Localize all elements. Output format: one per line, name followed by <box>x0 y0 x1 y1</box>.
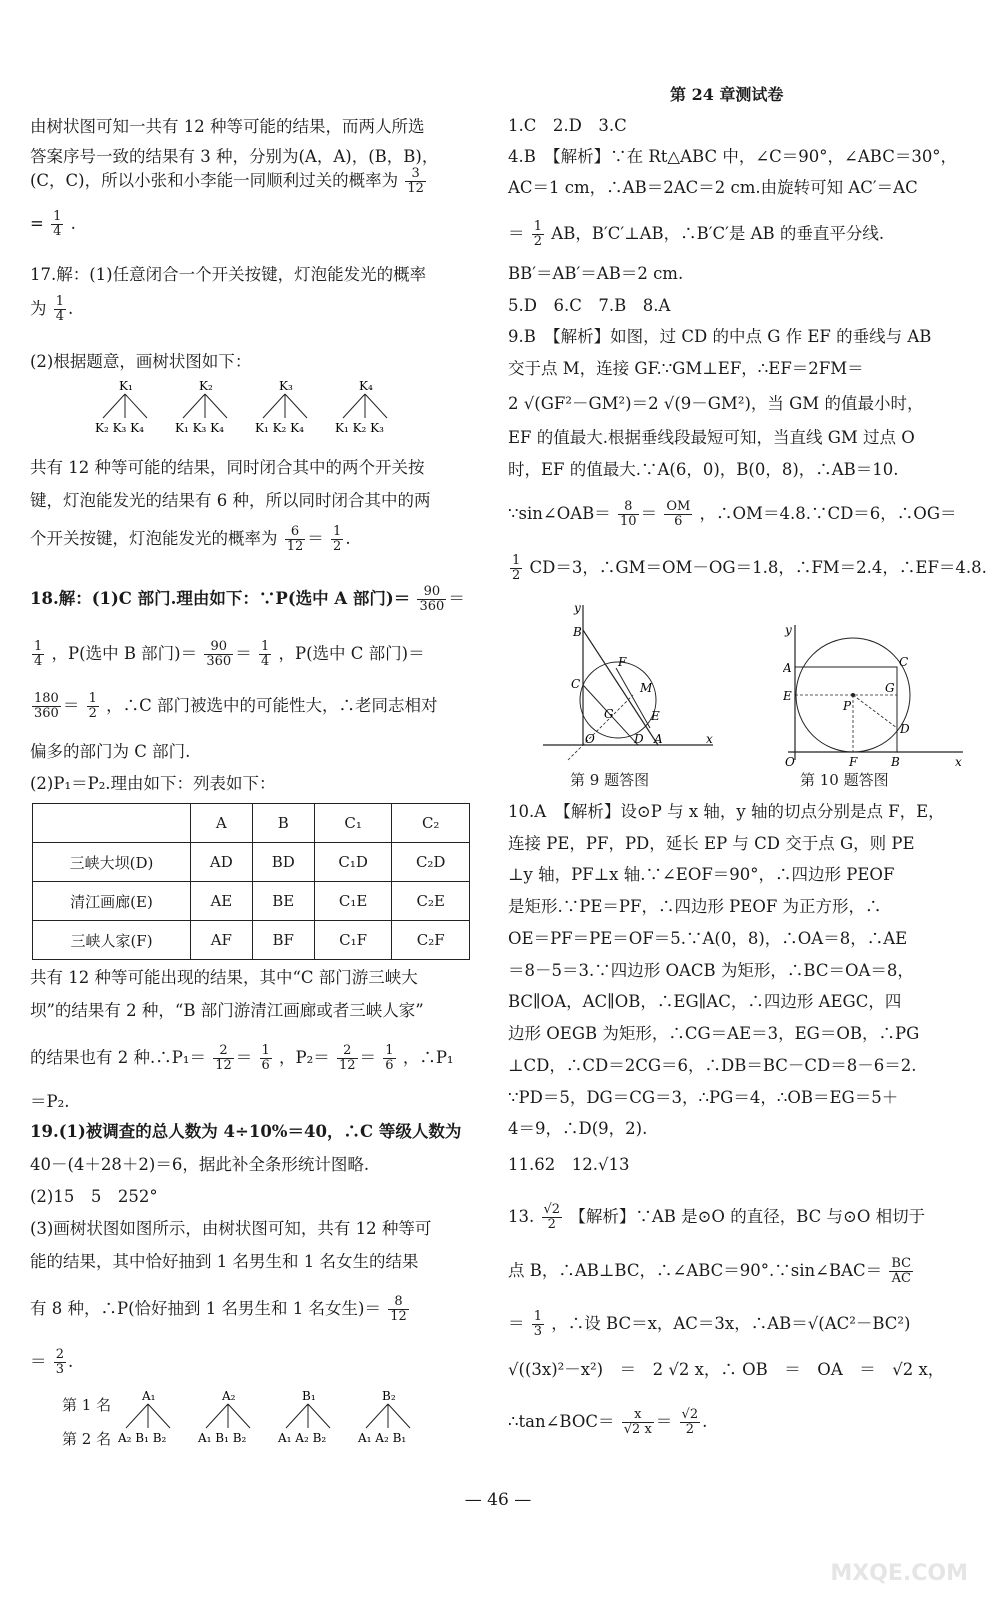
label: B <box>573 625 582 639</box>
figure-9 <box>538 600 718 770</box>
fig9-caption: 第 9 题答图 <box>570 771 650 789</box>
tree-root: A₂ <box>222 1389 236 1403</box>
q9-line7-text: CD＝3，∴GM＝OM－OG＝1.8，∴FM＝2.4，∴EF＝4.8. <box>529 558 987 577</box>
tree-root: A₁ <box>142 1389 156 1403</box>
q9-line1: 9.B 【解析】如图，过 CD 的中点 G 作 EF 的垂线与 AB <box>508 327 932 346</box>
tree-leaves: K₂ K₃ K₄ <box>95 421 144 435</box>
tree-branch <box>183 394 205 418</box>
q17-line6-text: 个开关按键，灯泡能发光的概率为 <box>30 529 278 548</box>
q9-sin: ∵sin∠OAB＝ <box>508 504 611 523</box>
fraction: $\frac{90}{360}$ <box>206 639 232 669</box>
fraction: $\frac{8}{10}$ <box>620 499 637 529</box>
label: A <box>654 732 663 746</box>
r-line1: 1.C 2.D 3.C <box>508 116 627 135</box>
equals: = <box>30 214 44 233</box>
fraction: $\frac{1}{4}$ <box>53 209 62 239</box>
q13-line2-text: 点 B，∴AB⊥BC，∴∠ABC＝90°.∵sin∠BAC＝ <box>508 1261 883 1280</box>
q17-line4: 共有 12 种等可能的结果，同时闭合其中的两个开关按 <box>30 458 425 477</box>
table-row <box>33 882 470 921</box>
tree-leaves: A₁ A₂ B₁ <box>358 1431 407 1445</box>
fraction: $\frac{BC}{AC}$ <box>891 1256 912 1286</box>
q19-line1: 19.(1)被调查的总人数为 4÷10%＝40，∴C 等级人数为 <box>30 1122 462 1141</box>
q17-line6: 个开关按键，灯泡能发光的概率为 $\frac{6}{12}$ ＝ $\frac{1}{2}$ . <box>30 524 351 554</box>
q18-p1-end: ，∴P₁ <box>402 1048 454 1067</box>
table-cell: C₁E <box>314 882 392 921</box>
label: x <box>706 732 713 746</box>
q18-p2: ，P₂＝ <box>279 1048 330 1067</box>
q10-line11: 4＝9，∴D(9，2). <box>508 1119 648 1138</box>
tree-root: K₄ <box>359 379 373 393</box>
q19-line5: 能的结果，其中恰好抽到 1 名男生和 1 名女生的结果 <box>30 1252 419 1271</box>
q13-line4: √((3x)²－x²) ＝ 2 √2 x，∴ OB ＝ OA ＝ √2 x， <box>508 1360 945 1379</box>
q9-line7 <box>508 554 987 583</box>
label: O <box>585 732 595 746</box>
tree-branch <box>366 1404 388 1428</box>
q17-line3: (2)根据题意，画树状图如下： <box>30 352 252 371</box>
tree-branch <box>205 394 227 418</box>
q10-line1: 10.A 【解析】设⊙P 与 x 轴，y 轴的切点分别是点 F，E， <box>508 802 945 821</box>
q13-line5: ∴tan∠BOC＝ $\frac{x}{√2 x}$ ＝ $\frac{√2}{2}$ . <box>508 1407 708 1437</box>
tree-branch <box>365 394 387 418</box>
q18-p1: 的结果也有 2 种.∴P₁＝ <box>30 1048 206 1067</box>
r-line11: 11.62 12.√13 <box>508 1155 630 1174</box>
figure-10 <box>783 620 968 770</box>
tree-root: B₁ <box>302 1389 316 1403</box>
q19-line6 <box>30 1295 411 1324</box>
q10-line9: ⊥CD，∴CD＝2CG＝6，∴DB＝BC－CD＝8－6＝2. <box>508 1056 917 1075</box>
circle <box>580 662 656 738</box>
fraction: $\frac{1}{4}$ <box>260 639 270 669</box>
table-row <box>33 921 470 960</box>
q19-tree-diagram <box>118 1388 458 1450</box>
p16-line1: 由树状图可知一共有 12 种等可能的结果，而两人所选 <box>30 117 425 136</box>
table-header-row <box>33 804 470 843</box>
fraction: $\frac{3}{12}$ <box>407 166 424 196</box>
q13-line1 <box>508 1203 925 1232</box>
fraction: $\frac{90}{360}$ <box>419 584 445 614</box>
table-cell: 清江画廊(E) <box>33 882 191 921</box>
q10-line5: OE＝PF＝PE＝OF＝5.∵A(0，8)，∴OA＝8，∴AE <box>508 929 908 948</box>
watermark <box>776 1510 976 1590</box>
label: A <box>783 661 792 675</box>
label: P <box>843 699 852 713</box>
table-cell: A <box>191 804 253 843</box>
fraction: $\frac{1}{3}$ <box>533 1309 543 1339</box>
q4-line1: 4.B 【解析】∵在 Rt△ABC 中，∠C＝90°，∠ABC＝30°， <box>508 147 958 166</box>
label: M <box>640 681 653 695</box>
table-cell: AF <box>191 921 253 960</box>
table-cell: AE <box>191 882 253 921</box>
r-line5: 5.D 6.C 7.B 8.A <box>508 296 671 315</box>
q9-line4: EF 的值最大.根据垂线段最短可知，当直线 GM 过点 O <box>508 428 915 447</box>
q10-line3: ⊥y 轴，PF⊥x 轴.∵∠EOF＝90°，∴四边形 PEOF <box>508 865 895 884</box>
q18-line5: (2)P₁＝P₂.理由如下：列表如下： <box>30 774 276 793</box>
tree-branch <box>103 394 125 418</box>
table-cell: BF <box>252 921 314 960</box>
fraction: $\frac{2}{12}$ <box>215 1043 232 1073</box>
fraction: $\frac{√2}{2}$ <box>543 1202 561 1232</box>
q10-line10: ∵PD＝5，DG＝CG＝3，∴PG＝4，∴OB＝EG＝5＋ <box>508 1088 899 1107</box>
tree-leaves: A₁ A₂ B₂ <box>278 1431 327 1445</box>
q9-line5: 时，EF 的值最大.∵A(6，0)，B(0，8)，∴AB＝10. <box>508 460 899 479</box>
tree-leaves: K₁ K₂ K₄ <box>255 421 304 435</box>
q18-line9: ＝P₂. <box>30 1092 70 1111</box>
tree-branch <box>263 394 285 418</box>
q13-line3: ＝ $\frac{1}{3}$ ，∴设 BC＝x，AC＝3x，∴AB＝√(AC²－BC²) <box>508 1309 911 1339</box>
tree-root: B₂ <box>382 1389 396 1403</box>
q18-line3-text: ，∴C 部门被选中的可能性大，∴老同志相对 <box>106 696 438 715</box>
right-title: 第 24 章测试卷 <box>670 85 784 104</box>
tree-branch <box>308 1404 330 1428</box>
fraction: $\frac{OM}{6}$ <box>666 499 691 529</box>
fraction: $\frac{√2}{2}$ <box>681 1407 699 1437</box>
line-pd <box>853 695 897 728</box>
p16-line3 <box>30 167 428 196</box>
table-cell: AD <box>191 843 253 882</box>
q19-line7: ＝ $\frac{2}{3}$ . <box>30 1347 74 1377</box>
table-cell: C₂F <box>392 921 470 960</box>
q17-line1: 17.解：(1)任意闭合一个开关按键，灯泡能发光的概率 <box>30 265 427 284</box>
q9-line6: ∵sin∠OAB＝ $\frac{8}{10}$ ＝ $\frac{OM}{6}$ ，∴OM＝4.8.∵CD＝6，∴OG＝ <box>508 499 957 529</box>
fraction: $\frac{2}{3}$ <box>55 1347 65 1377</box>
q13-tan: ∴tan∠BOC＝ <box>508 1412 615 1431</box>
q18-line7: 坝”的结果有 2 种，“B 部门游清江画廊或者三峡人家” <box>30 1001 424 1020</box>
table-cell <box>33 804 191 843</box>
table-cell: C₁D <box>314 843 392 882</box>
fig10-caption: 第 10 题答图 <box>800 771 889 789</box>
q18-pb: ，P(选中 B 部门)＝ <box>51 644 198 663</box>
page-number: — 46 — <box>464 1490 532 1510</box>
label: G <box>604 707 614 721</box>
label: C <box>899 655 909 669</box>
q18-pc: ，P(选中 C 部门)＝ <box>278 644 425 663</box>
fraction: $\frac{1}{2}$ <box>533 219 543 249</box>
label: y <box>785 623 792 637</box>
period: . <box>70 214 76 233</box>
fraction: $\frac{1}{2}$ <box>88 691 97 721</box>
q17-tree-diagram <box>95 378 435 440</box>
table-cell: C₂ <box>392 804 470 843</box>
q4-line2: AC＝1 cm，∴AB＝2AC＝2 cm.由旋转可知 AC′＝AC <box>508 178 918 197</box>
q18-line3: $\frac{180}{360}$ ＝ $\frac{1}{2}$ ，∴C 部门被选中的可能性大，∴老同志相对 <box>34 691 438 721</box>
q13-line2 <box>508 1257 915 1286</box>
label: E <box>651 709 660 723</box>
fraction: $\frac{180}{360}$ <box>34 691 59 721</box>
table-cell: C₂D <box>392 843 470 882</box>
table-cell: 三峡大坝(D) <box>33 843 191 882</box>
q13-num: 13. <box>508 1207 535 1226</box>
fraction: $\frac{1}{2}$ <box>333 524 342 554</box>
label: C <box>571 677 581 691</box>
q18-table <box>32 803 470 960</box>
tree-branch <box>126 1404 148 1428</box>
q17-wei: 为 <box>30 299 47 318</box>
tree-branch <box>228 1404 250 1428</box>
q17-line5: 键，灯泡能发光的结果有 6 种，所以同时闭合其中的两 <box>30 491 431 510</box>
q18-line1: 18.解：(1)C 部门.理由如下：∵P(选中 A 部门)＝ $\frac{90}{360}$ ＝ <box>30 584 465 614</box>
fraction: $\frac{1}{2}$ <box>512 553 521 583</box>
q18-line6: 共有 12 种等可能出现的结果，其中“C 部门游三峡大 <box>30 968 418 987</box>
q9-om: ，∴OM＝4.8.∵CD＝6，∴OG＝ <box>699 504 957 523</box>
q4-line3: ＝ $\frac{1}{2}$ AB，B′C′⊥AB，∴B′C′是 AB 的垂直平分线. <box>508 219 885 249</box>
tree-root: K₂ <box>199 379 213 393</box>
tree-root: K₁ <box>119 379 133 393</box>
q10-line4: 是矩形.∵PE＝PF，∴四边形 PEOF 为正方形，∴ <box>508 897 882 916</box>
table-cell: C₁F <box>314 921 392 960</box>
q19-label2: 第 2 名 <box>62 1430 112 1448</box>
label: E <box>783 689 792 703</box>
q18-line1-text: 18.解：(1)C 部门.理由如下：∵P(选中 A 部门)＝ <box>30 589 411 608</box>
table-cell: BD <box>252 843 314 882</box>
label: x <box>955 755 962 769</box>
tree-branch <box>285 394 307 418</box>
watermark-text: MXQE.COM <box>830 1561 968 1586</box>
label: F <box>618 655 627 669</box>
q17-line2: 为 $\frac{1}{4}$ . <box>30 294 74 324</box>
q4-line3-text: AB，B′C′⊥AB，∴B′C′是 AB 的垂直平分线. <box>551 224 885 243</box>
q10-line2: 连接 PE，PF，PD，延长 EP 与 CD 交于点 G，则 PE <box>508 834 915 853</box>
label: G <box>885 681 895 695</box>
q13-line1-text: 【解析】∵AB 是⊙O 的直径，BC 与⊙O 相切于 <box>569 1207 926 1226</box>
p16-line3-text: (C，C)，所以小张和小李能一同顺利过关的概率为 <box>30 171 399 190</box>
tree-leaves: A₁ B₁ B₂ <box>198 1431 247 1445</box>
q19-label1: 第 1 名 <box>62 1396 112 1414</box>
tree-branch <box>388 1404 410 1428</box>
tree-branch <box>343 394 365 418</box>
q9-line2: 交于点 M，连接 GF.∵GM⊥EF，∴EF＝2FM＝ <box>508 359 864 378</box>
q10-line8: 边形 OEGB 为矩形，∴CG＝AE＝3，EG＝OB，∴PG <box>508 1024 920 1043</box>
tree-leaves: K₁ K₃ K₄ <box>175 421 224 435</box>
fraction: $\frac{6}{12}$ <box>286 524 304 554</box>
table-cell: C₂E <box>392 882 470 921</box>
q4-line4: BB′＝AB′＝AB＝2 cm. <box>508 264 684 283</box>
q18-line2: $\frac{1}{4}$ ，P(选中 B 部门)＝ $\frac{90}{360}$ ＝ $\frac{1}{4}$ ，P(选中 C 部门)＝ <box>34 639 425 669</box>
tree-root: K₃ <box>279 379 293 393</box>
table-cell: C₁ <box>314 804 392 843</box>
tree-branch <box>125 394 147 418</box>
q19-line3: (2)15 5 252° <box>30 1187 158 1206</box>
table-cell: BE <box>252 882 314 921</box>
label: D <box>900 722 910 736</box>
q19-line4: (3)画树状图如图所示，由树状图可知，共有 12 种等可 <box>30 1219 432 1238</box>
q19-line6-text: 有 8 种，∴P(恰好抽到 1 名男生和 1 名女生)＝ <box>30 1299 381 1318</box>
label: F <box>849 755 858 769</box>
fraction: $\frac{2}{12}$ <box>339 1043 356 1073</box>
table-cell: B <box>252 804 314 843</box>
tree-branch <box>286 1404 308 1428</box>
fraction: $\frac{1}{4}$ <box>55 294 65 324</box>
line-ef <box>616 668 650 728</box>
tree-leaves: K₁ K₂ K₃ <box>335 421 384 435</box>
q10-line7: BC∥OA，AC∥OB，∴EG∥AC，∴四边形 AEGC，四 <box>508 992 902 1011</box>
fraction: $\frac{1}{6}$ <box>385 1043 394 1073</box>
q10-line6: ＝8－5＝3.∵四边形 OACB 为矩形，∴BC＝OA＝8， <box>508 961 914 980</box>
tree-branch <box>206 1404 228 1428</box>
label: D <box>634 732 644 746</box>
table-cell: 三峡人家(F) <box>33 921 191 960</box>
q9-line3: 2 √(GF²－GM²)＝2 √(9－GM²)，当 GM 的值最小时， <box>508 394 924 413</box>
tree-leaves: A₂ B₁ B₂ <box>118 1431 167 1445</box>
q18-line8: 的结果也有 2 种.∴P₁＝ $\frac{2}{12}$ ＝ $\frac{1}{6}$ ，P₂＝ $\frac{2}{12}$ ＝ $\frac{1}{6}$ ，∴P₁ <box>30 1043 454 1073</box>
q18-line4: 偏多的部门为 C 部门. <box>30 742 191 761</box>
fraction: $\frac{8}{12}$ <box>390 1294 407 1324</box>
label: y <box>574 601 581 615</box>
tree-branch <box>148 1404 170 1428</box>
p16-line4 <box>30 210 76 239</box>
table-row <box>33 843 470 882</box>
q19-line2: 40－(4＋28＋2)＝6，据此补全条形统计图略. <box>30 1155 370 1174</box>
p16-line2: 答案序号一致的结果有 3 种，分别为(A，A)，(B，B)， <box>30 147 439 166</box>
fraction: $\frac{x}{√2 x}$ <box>623 1407 652 1437</box>
label: O <box>785 755 795 769</box>
label: B <box>891 755 900 769</box>
fraction: $\frac{1}{6}$ <box>261 1043 270 1073</box>
q13-line3-text: ，∴设 BC＝x，AC＝3x，∴AB＝√(AC²－BC²) <box>551 1314 911 1333</box>
point-p <box>851 693 855 697</box>
fraction: $\frac{1}{4}$ <box>34 639 43 669</box>
